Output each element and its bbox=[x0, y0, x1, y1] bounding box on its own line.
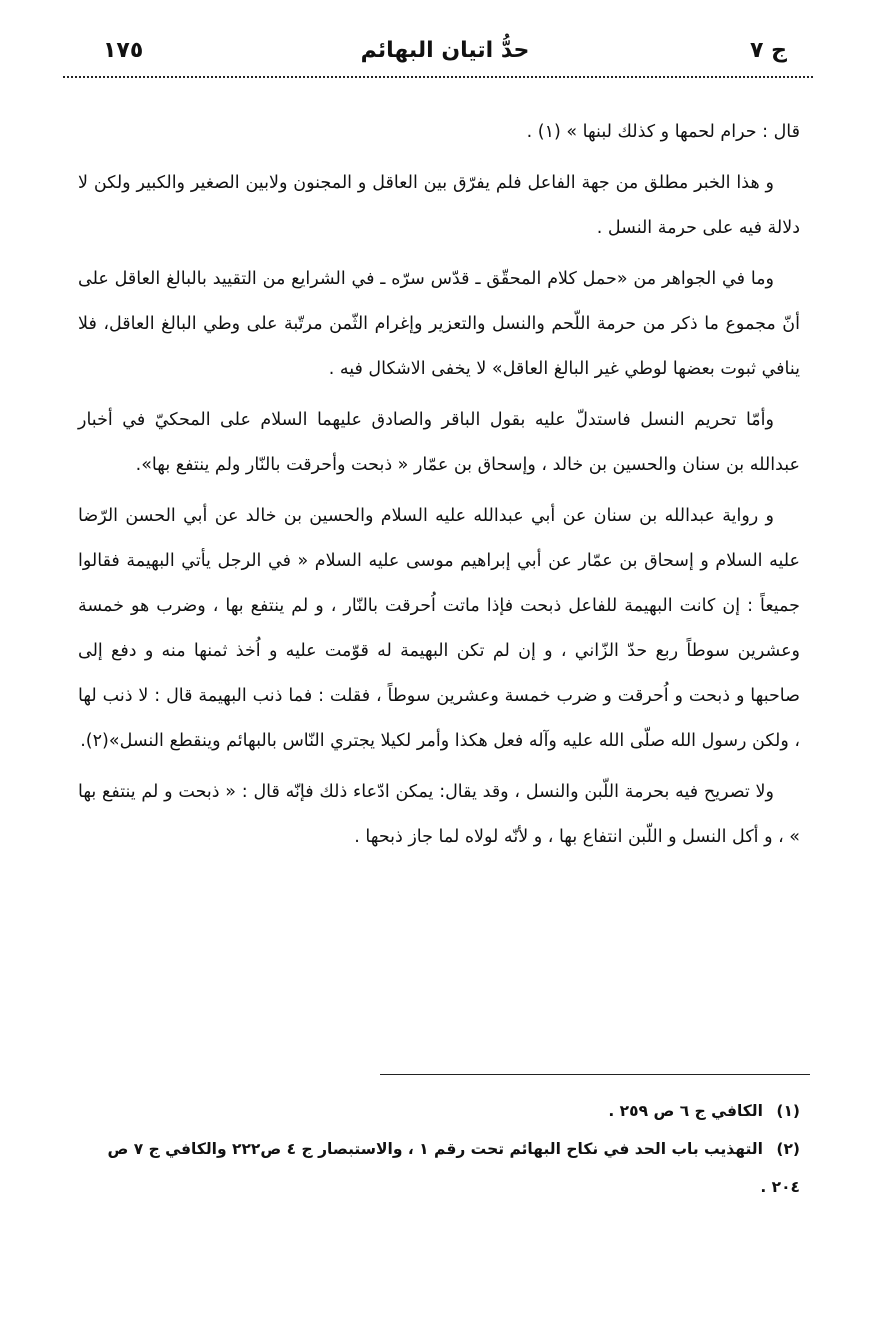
paragraph-5: و رواية عبدالله بن سنان عن أبي عبدالله عليه السلام والحسين بن خالد عن أبي الحسن الرّضا عليه السلام و إسحاق بن عمّار عن أبي إبراهيم موسى عليه السلام « في الرجل يأتي البهيمة فقالوا جميعاً : إن كانت البهيمة للفاعل ذبحت فإذا ماتت اُحرقت بالنّار ، و لم ينتفع بها ، وضرب هو خمسة وعشرين سوطاً ربع حدّ الزّاني ، و إن لم تكن البهيمة له قوّمت عليه و اُخذ ثمنها منه و دفع إلى صاحبها و ذبحت و اُحرقت و ضرب خمسة وعشرين سوطاً ، فقلت : فما ذنب البهيمة قال : لا ذنب لها ، ولكن رسول الله صلّى الله عليه وآله فعل هكذا وأمر لكيلا يجتري النّاس بالبهائم وينقطع النسل»(٢). bbox=[78, 506, 800, 751]
footnote-1 bbox=[78, 1092, 800, 1130]
paragraph-1: قال : حرام لحمها و كذلك لبنها » (١) . bbox=[526, 122, 800, 142]
main-text bbox=[78, 110, 800, 866]
volume-label: ج ٧ bbox=[750, 38, 787, 63]
footnote-separator bbox=[380, 1074, 810, 1075]
running-header bbox=[95, 36, 795, 76]
page-number: ١٧٥ bbox=[103, 38, 144, 63]
footnote-1-number: (١) bbox=[776, 1102, 800, 1120]
paragraph-2: و هذا الخبر مطلق من جهة الفاعل فلم يفرّق بين العاقل و المجنون ولابين الصغير والكبير ولكن لا دلالة فيه على حرمة النسل . bbox=[78, 173, 800, 238]
footnote-1-text: الكافي ج ٦ ص ٢٥٩ . bbox=[608, 1102, 763, 1120]
paragraph-6: ولا تصريح فيه بحرمة اللّبن والنسل ، وقد يقال: يمكن ادّعاء ذلك فإنّه قال : « ذبحت و لم ينتفع بها » ، و أكل النسل و اللّبن انتفاع بها ، و لأنّه لولاه لما جاز ذبحها . bbox=[78, 782, 800, 847]
header-dotted-rule bbox=[63, 76, 813, 78]
footnotes bbox=[78, 1092, 800, 1206]
chapter-title: حدُّ اتيان البهائم bbox=[360, 38, 530, 63]
paragraph-4: وأمّا تحريم النسل فاستدلّ عليه بقول الباقر والصادق عليهما السلام على المحكيّ في أخبار عبدالله بن سنان والحسين بن خالد ، وإسحاق بن عمّار « ذبحت وأحرقت بالنّار ولم ينتفع بها». bbox=[78, 410, 800, 475]
footnote-2-text: التهذيب باب الحد في نكاح البهائم تحت رقم ١ ، والاستبصار ج ٤ ص٢٢٢ والكافي ج ٧ ص ٢٠٤ . bbox=[107, 1140, 800, 1196]
footnote-2 bbox=[78, 1130, 800, 1206]
paragraph-3: وما في الجواهر من «حمل كلام المحقّق ـ قدّس سرّه ـ في الشرايع من التقييد بالبالغ العاقل على أنّ مجموع ما ذكر من حرمة اللّحم والنسل والتعزير وإغرام الثّمن مرتّبة على وطي البالغ العاقل، فلا ينافي ثبوت بعضها لوطي غير البالغ العاقل» لا يخفى الاشكال فيه . bbox=[78, 269, 800, 379]
footnote-2-number: (٢) bbox=[776, 1140, 800, 1158]
